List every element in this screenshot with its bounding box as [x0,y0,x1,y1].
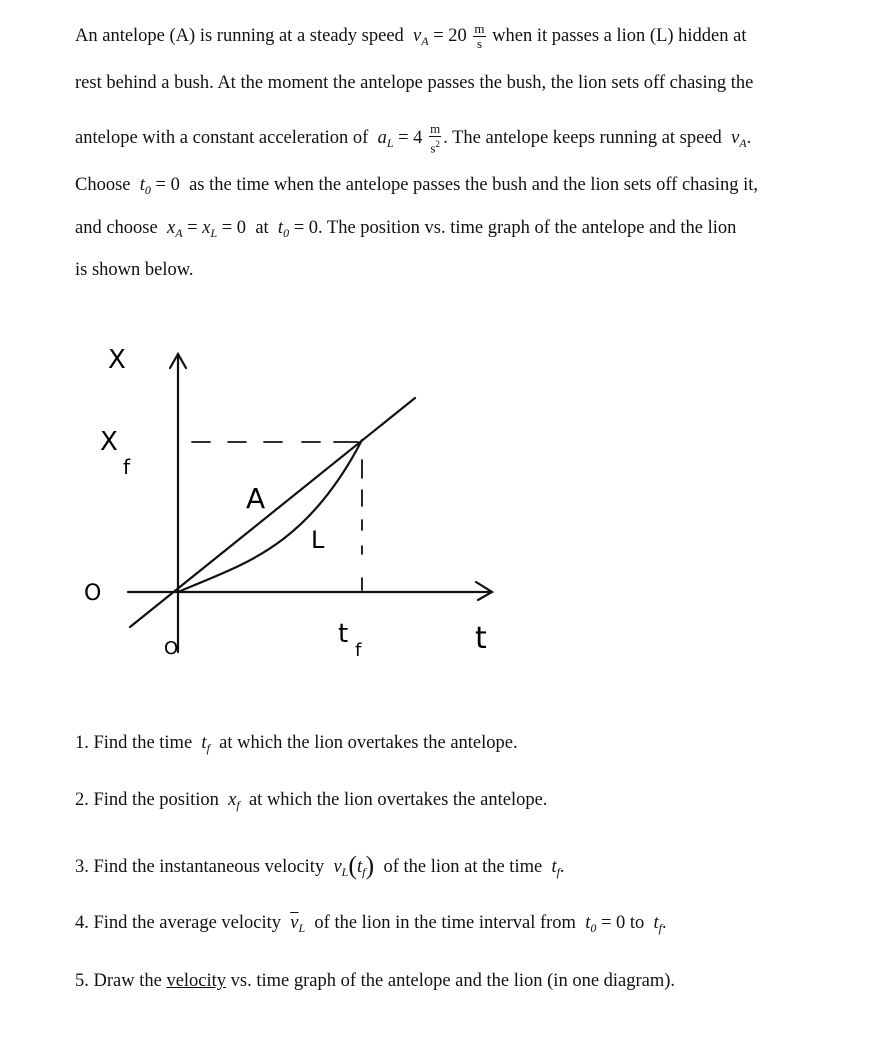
question-4: 4. Find the average velocity $\overline{v}_L$ of the lion in the time interval from $t_0 = 0$ to $t_f$. [75,913,667,935]
t-axis-label: t [475,621,487,656]
symbol-a: a [377,127,387,148]
tf-subscript: f [355,640,362,661]
text: Choose [75,175,131,195]
problem-line-1 [75,22,746,51]
text: when it passes a lion (L) hidden at [492,25,747,46]
subscript: A [421,33,429,48]
curve-l-label: L [311,526,325,554]
problem-line-6 [75,260,194,281]
y-axis-label: X [108,345,126,375]
xf-label: X [100,427,118,457]
curve-a-label: A [246,482,266,515]
text: and choose [75,218,158,238]
question-3: 3. Find the instantaneous velocity $v_L(t_f)$ of the lion at the time $t_f$. [75,851,565,880]
problem-line-3: antelope with a constant acceleration of $a_L = 4$ $\frac{m}{s^2}$ . The antelope keeps running at speed $v_A$. [75,121,752,156]
position-time-graph [70,330,540,670]
question-2: 2. Find the position $x_f$ at which the lion overtakes the antelope. [75,790,548,812]
origin-t-label: O [164,638,179,659]
velocity-underlined: velocity [166,971,227,991]
text: rest behind a bush. At the moment the antelope passes the bush, the lion sets off chasing the [75,73,754,93]
text: An antelope (A) is running at a steady speed [75,25,404,46]
origin-y-label: O [84,581,102,606]
xf-subscript: f [123,455,131,479]
text: . The position vs. time graph of the antelope and the lion [318,218,737,238]
problem-line-4: Choose $t_0 = 0$ as the time when the antelope passes the bush and the lion sets off chasing it, [75,175,758,197]
unit-fraction: $\frac{m}{s}$ [474,21,485,51]
question-5: 5. Draw the velocity vs. time graph of the antelope and the lion (in one diagram). [75,971,676,991]
text: is shown below. [75,260,194,280]
symbol-v: v [413,25,422,46]
text: as the time when the antelope passes the bush and the lion sets off chasing it, [189,175,758,195]
text: antelope with a constant acceleration of [75,127,369,148]
value: = 20 [433,25,467,46]
value: = 4 [398,127,423,148]
tf-label: t [338,619,349,649]
unit-fraction: $\frac{m}{s^2}$ [430,121,441,156]
question-1: 1. Find the time $t_f$ at which the lion overtakes the antelope. [75,733,518,755]
text: . The antelope keeps running at speed [443,127,722,148]
problem-line-5: and choose $x_A = x_L = 0$ at $t_0 = 0$. The position vs. time graph of the antelope and the lion [75,218,737,240]
problem-line-2 [75,73,753,94]
